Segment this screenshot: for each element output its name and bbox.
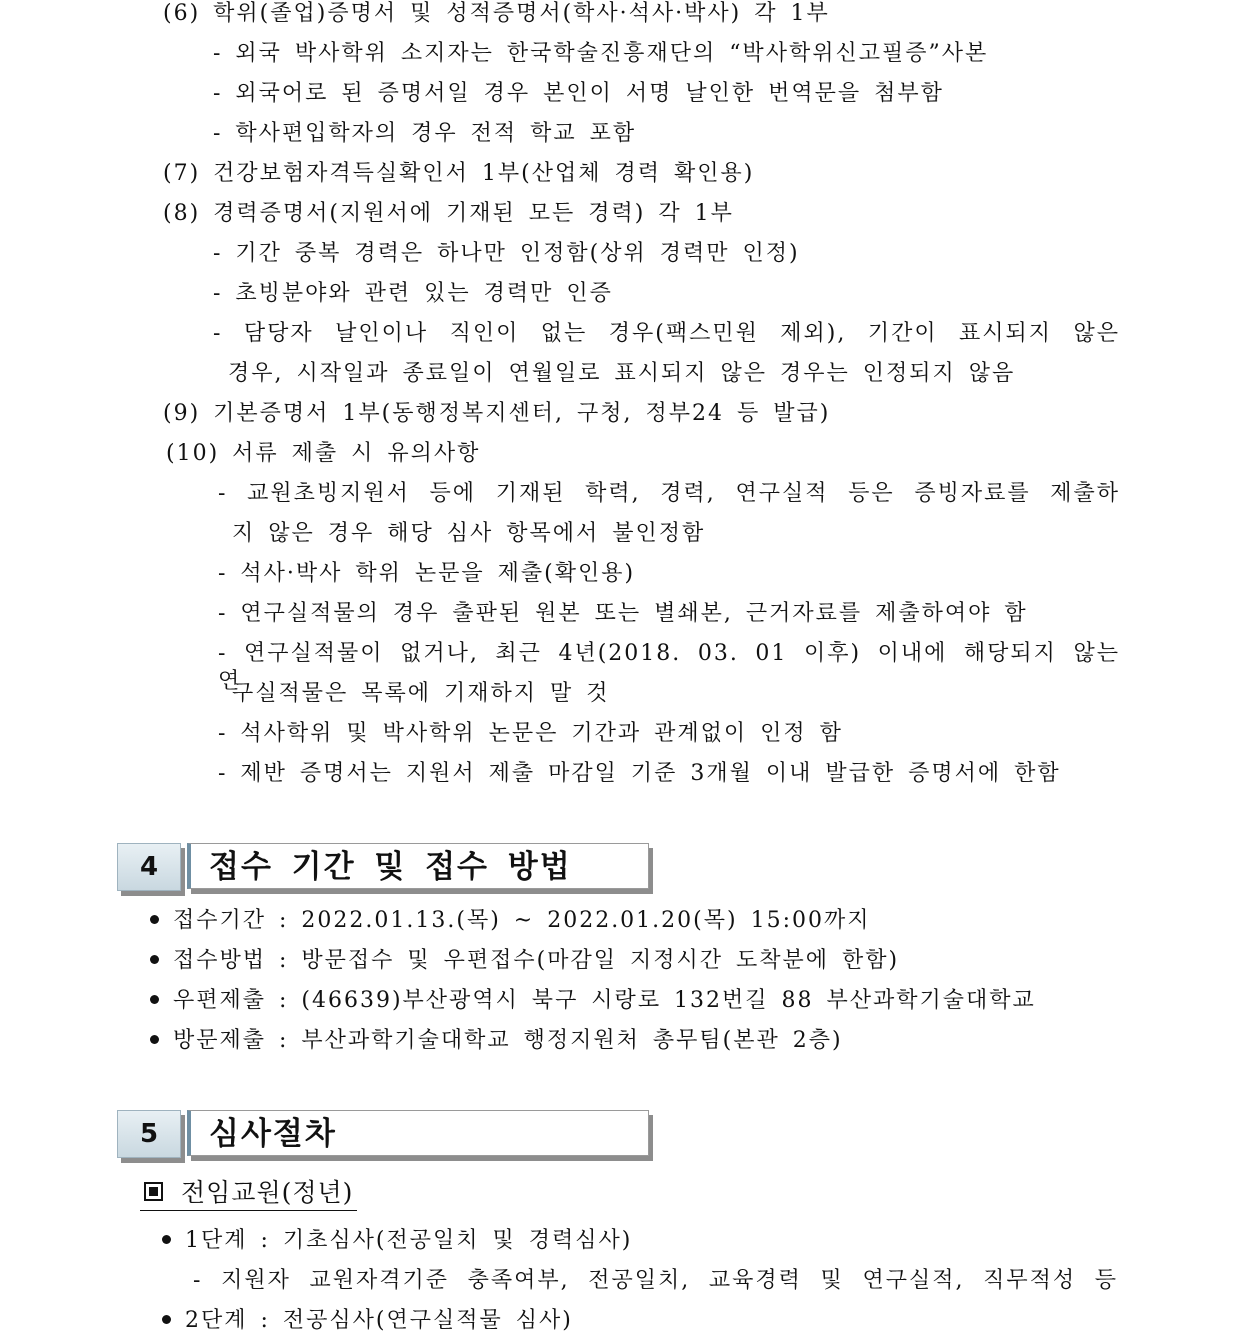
bullet-icon [150,955,159,964]
bullet-icon [162,1235,171,1244]
doc-item-6-note-2: - 외국어로 된 증명서일 경우 본인이 서명 날인한 번역문을 첨부함 [213,81,944,106]
doc-item-6: (6) 학위(졸업)증명서 및 성적증명서(학사·석사·박사) 각 1부 [163,1,830,26]
reception-period: 접수기간 : 2022.01.13.(목) ~ 2022.01.20(목) 15:00까지 [173,908,871,933]
doc-item-8-note-3: - 담당자 날인이나 직인이 없는 경우(팩스민원 제외), 기간이 표시되지 않은 [213,321,1120,346]
bullet-icon [150,1035,159,1044]
section-5-number: 5 [117,1110,181,1158]
stage-1 [162,1227,632,1255]
stage-1-note: - 지원자 교원자격기준 충족여부, 전공일치, 교육경력 및 연구실적, 직무적성 등 [193,1268,1118,1293]
stage-2-text: 2단계 : 전공심사(연구실적물 심사) [185,1308,573,1333]
section-4-item-4 [150,1027,843,1055]
section-4-header [117,843,657,899]
doc-item-8: (8) 경력증명서(지원서에 기재된 모든 경력) 각 1부 [163,201,734,226]
bullet-icon [150,995,159,1004]
filled-square-icon [144,1182,163,1201]
doc-item-7: (7) 건강보험자격득실확인서 1부(산업체 경력 확인용) [163,161,755,186]
section-4-item-1 [150,907,870,935]
stage-2 [162,1307,573,1335]
postal-submission: 우편제출 : (46639)부산광역시 북구 시랑로 132번길 88 부산과학기술대학교 [173,988,1036,1013]
doc-item-8-note-1: - 기간 중복 경력은 하나만 인정함(상위 경력만 인정) [213,241,800,266]
section-4-number: 4 [117,843,181,891]
section-5-title: 심사절차 [187,1110,649,1156]
doc-item-10-note-5: - 석사학위 및 박사학위 논문은 기간과 관계없이 인정 함 [218,721,843,746]
doc-item-10-note-2: - 석사·박사 학위 논문을 제출(확인용) [218,561,636,586]
doc-item-10-note-1: - 교원초빙지원서 등에 기재된 학력, 경력, 연구실적 등은 증빙자료를 제출하 [218,481,1120,506]
stage-1-text: 1단계 : 기초심사(전공일치 및 경력심사) [185,1228,633,1253]
doc-item-8-note-3-cont: 경우, 시작일과 종료일이 연월일로 표시되지 않은 경우는 인정되지 않음 [228,361,1016,386]
doc-item-8-note-2: - 초빙분야와 관련 있는 경력만 인증 [213,281,613,306]
subheading-text: 전임교원(정년) [181,1178,354,1207]
doc-item-10-note-4: - 연구실적물이 없거나, 최근 4년(2018. 03. 01 이후) 이내에 해당되지 않는 연 [218,641,1120,694]
section-4-item-2 [150,947,899,975]
doc-item-6-note-3: - 학사편입학자의 경우 전적 학교 포함 [213,121,637,146]
doc-item-6-note-1: - 외국 박사학위 소지자는 한국학술진흥재단의 “박사학위신고필증”사본 [213,41,989,66]
section-5-header [117,1110,657,1166]
doc-item-10: (10) 서류 제출 시 유의사항 [166,441,481,466]
subheading-full-time-faculty [140,1176,357,1211]
doc-item-10-note-4-cont: 구실적물은 목록에 기재하지 말 것 [232,681,610,706]
doc-item-10-note-3: - 연구실적물의 경우 출판된 원본 또는 별쇄본, 근거자료를 제출하여야 함 [218,601,1028,626]
doc-item-9: (9) 기본증명서 1부(동행정복지센터, 구청, 정부24 등 발급) [163,401,831,426]
section-4-title: 접수 기간 및 접수 방법 [187,843,649,889]
doc-item-10-note-6: - 제반 증명서는 지원서 제출 마감일 기준 3개월 이내 발급한 증명서에 한함 [218,761,1061,786]
section-4-item-3 [150,987,1036,1015]
doc-item-10-note-1-cont: 지 않은 경우 해당 심사 항목에서 불인정함 [232,521,706,546]
bullet-icon [150,915,159,924]
visit-submission: 방문제출 : 부산과학기술대학교 행정지원처 총무팀(본관 2층) [173,1028,843,1053]
bullet-icon [162,1315,171,1324]
reception-method: 접수방법 : 방문접수 및 우편접수(마감일 지정시간 도착분에 한함) [173,948,900,973]
